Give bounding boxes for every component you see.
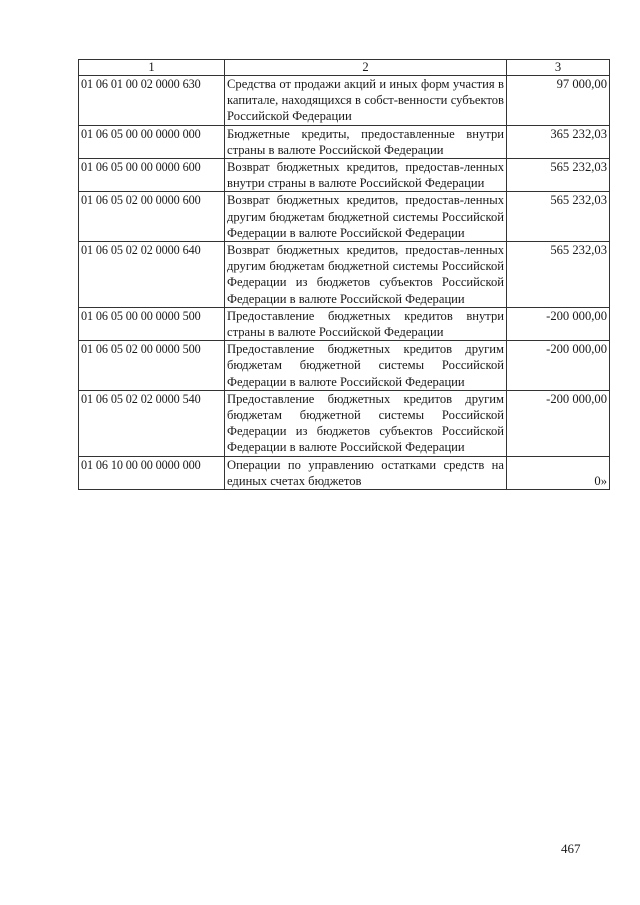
row-amount: -200 000,00 [507, 390, 610, 456]
budget-sources-table [78, 59, 610, 490]
table-row [79, 76, 610, 126]
row-code: 01 06 05 02 02 0000 640 [79, 242, 225, 308]
table-row [79, 341, 610, 391]
row-code: 01 06 05 00 00 0000 000 [79, 125, 225, 158]
row-amount: 565 232,03 [507, 159, 610, 192]
row-amount: 0» [507, 456, 610, 489]
table-row [79, 307, 610, 340]
row-description: Возврат бюджетных кредитов, предостав-ленных другим бюджетам бюджетной системы Российской Федерации из бюджетов субъектов Российской Федерации в валюте Российской Федерации [225, 242, 507, 308]
row-code: 01 06 05 00 00 0000 600 [79, 159, 225, 192]
row-amount: 97 000,00 [507, 76, 610, 126]
row-description: Средства от продажи акций и иных форм участия в капитале, находящихся в собст-венности субъектов Российской Федерации [225, 76, 507, 126]
table-header [79, 60, 610, 76]
row-amount: -200 000,00 [507, 341, 610, 391]
row-description: Предоставление бюджетных кредитов внутри страны в валюте Российской Федерации [225, 307, 507, 340]
row-code: 01 06 05 02 00 0000 600 [79, 192, 225, 242]
row-description: Предоставление бюджетных кредитов другим бюджетам бюджетной системы Российской Федерации в валюте Российской Федерации [225, 341, 507, 391]
column-header-code: 1 [79, 60, 225, 76]
table-body [79, 76, 610, 490]
column-header-amount: 3 [507, 60, 610, 76]
table-row [79, 125, 610, 158]
row-code: 01 06 10 00 00 0000 000 [79, 456, 225, 489]
row-code: 01 06 05 00 00 0000 500 [79, 307, 225, 340]
row-amount: 365 232,03 [507, 125, 610, 158]
page-number: 467 [561, 841, 581, 856]
row-description: Операции по управлению остатками средств на единых счетах бюджетов [225, 456, 507, 489]
row-description: Возврат бюджетных кредитов, предостав-ленных внутри страны в валюте Российской Федерации [225, 159, 507, 192]
column-header-description: 2 [225, 60, 507, 76]
header-row [79, 60, 610, 76]
row-amount: -200 000,00 [507, 307, 610, 340]
row-code: 01 06 05 02 02 0000 540 [79, 390, 225, 456]
row-code: 01 06 05 02 00 0000 500 [79, 341, 225, 391]
table-row [79, 159, 610, 192]
row-amount: 565 232,03 [507, 242, 610, 308]
table-row [79, 390, 610, 456]
row-description: Предоставление бюджетных кредитов другим бюджетам бюджетной системы Российской Федерации из бюджетов субъектов Российской Федерации в валюте Российской Федерации [225, 390, 507, 456]
table-row [79, 192, 610, 242]
row-description: Бюджетные кредиты, предоставленные внутри страны в валюте Российской Федерации [225, 125, 507, 158]
row-code: 01 06 01 00 02 0000 630 [79, 76, 225, 126]
table-row [79, 242, 610, 308]
row-amount: 565 232,03 [507, 192, 610, 242]
row-description: Возврат бюджетных кредитов, предостав-ленных другим бюджетам бюджетной системы Российской Федерации в валюте Российской Федерации [225, 192, 507, 242]
table-row [79, 456, 610, 489]
